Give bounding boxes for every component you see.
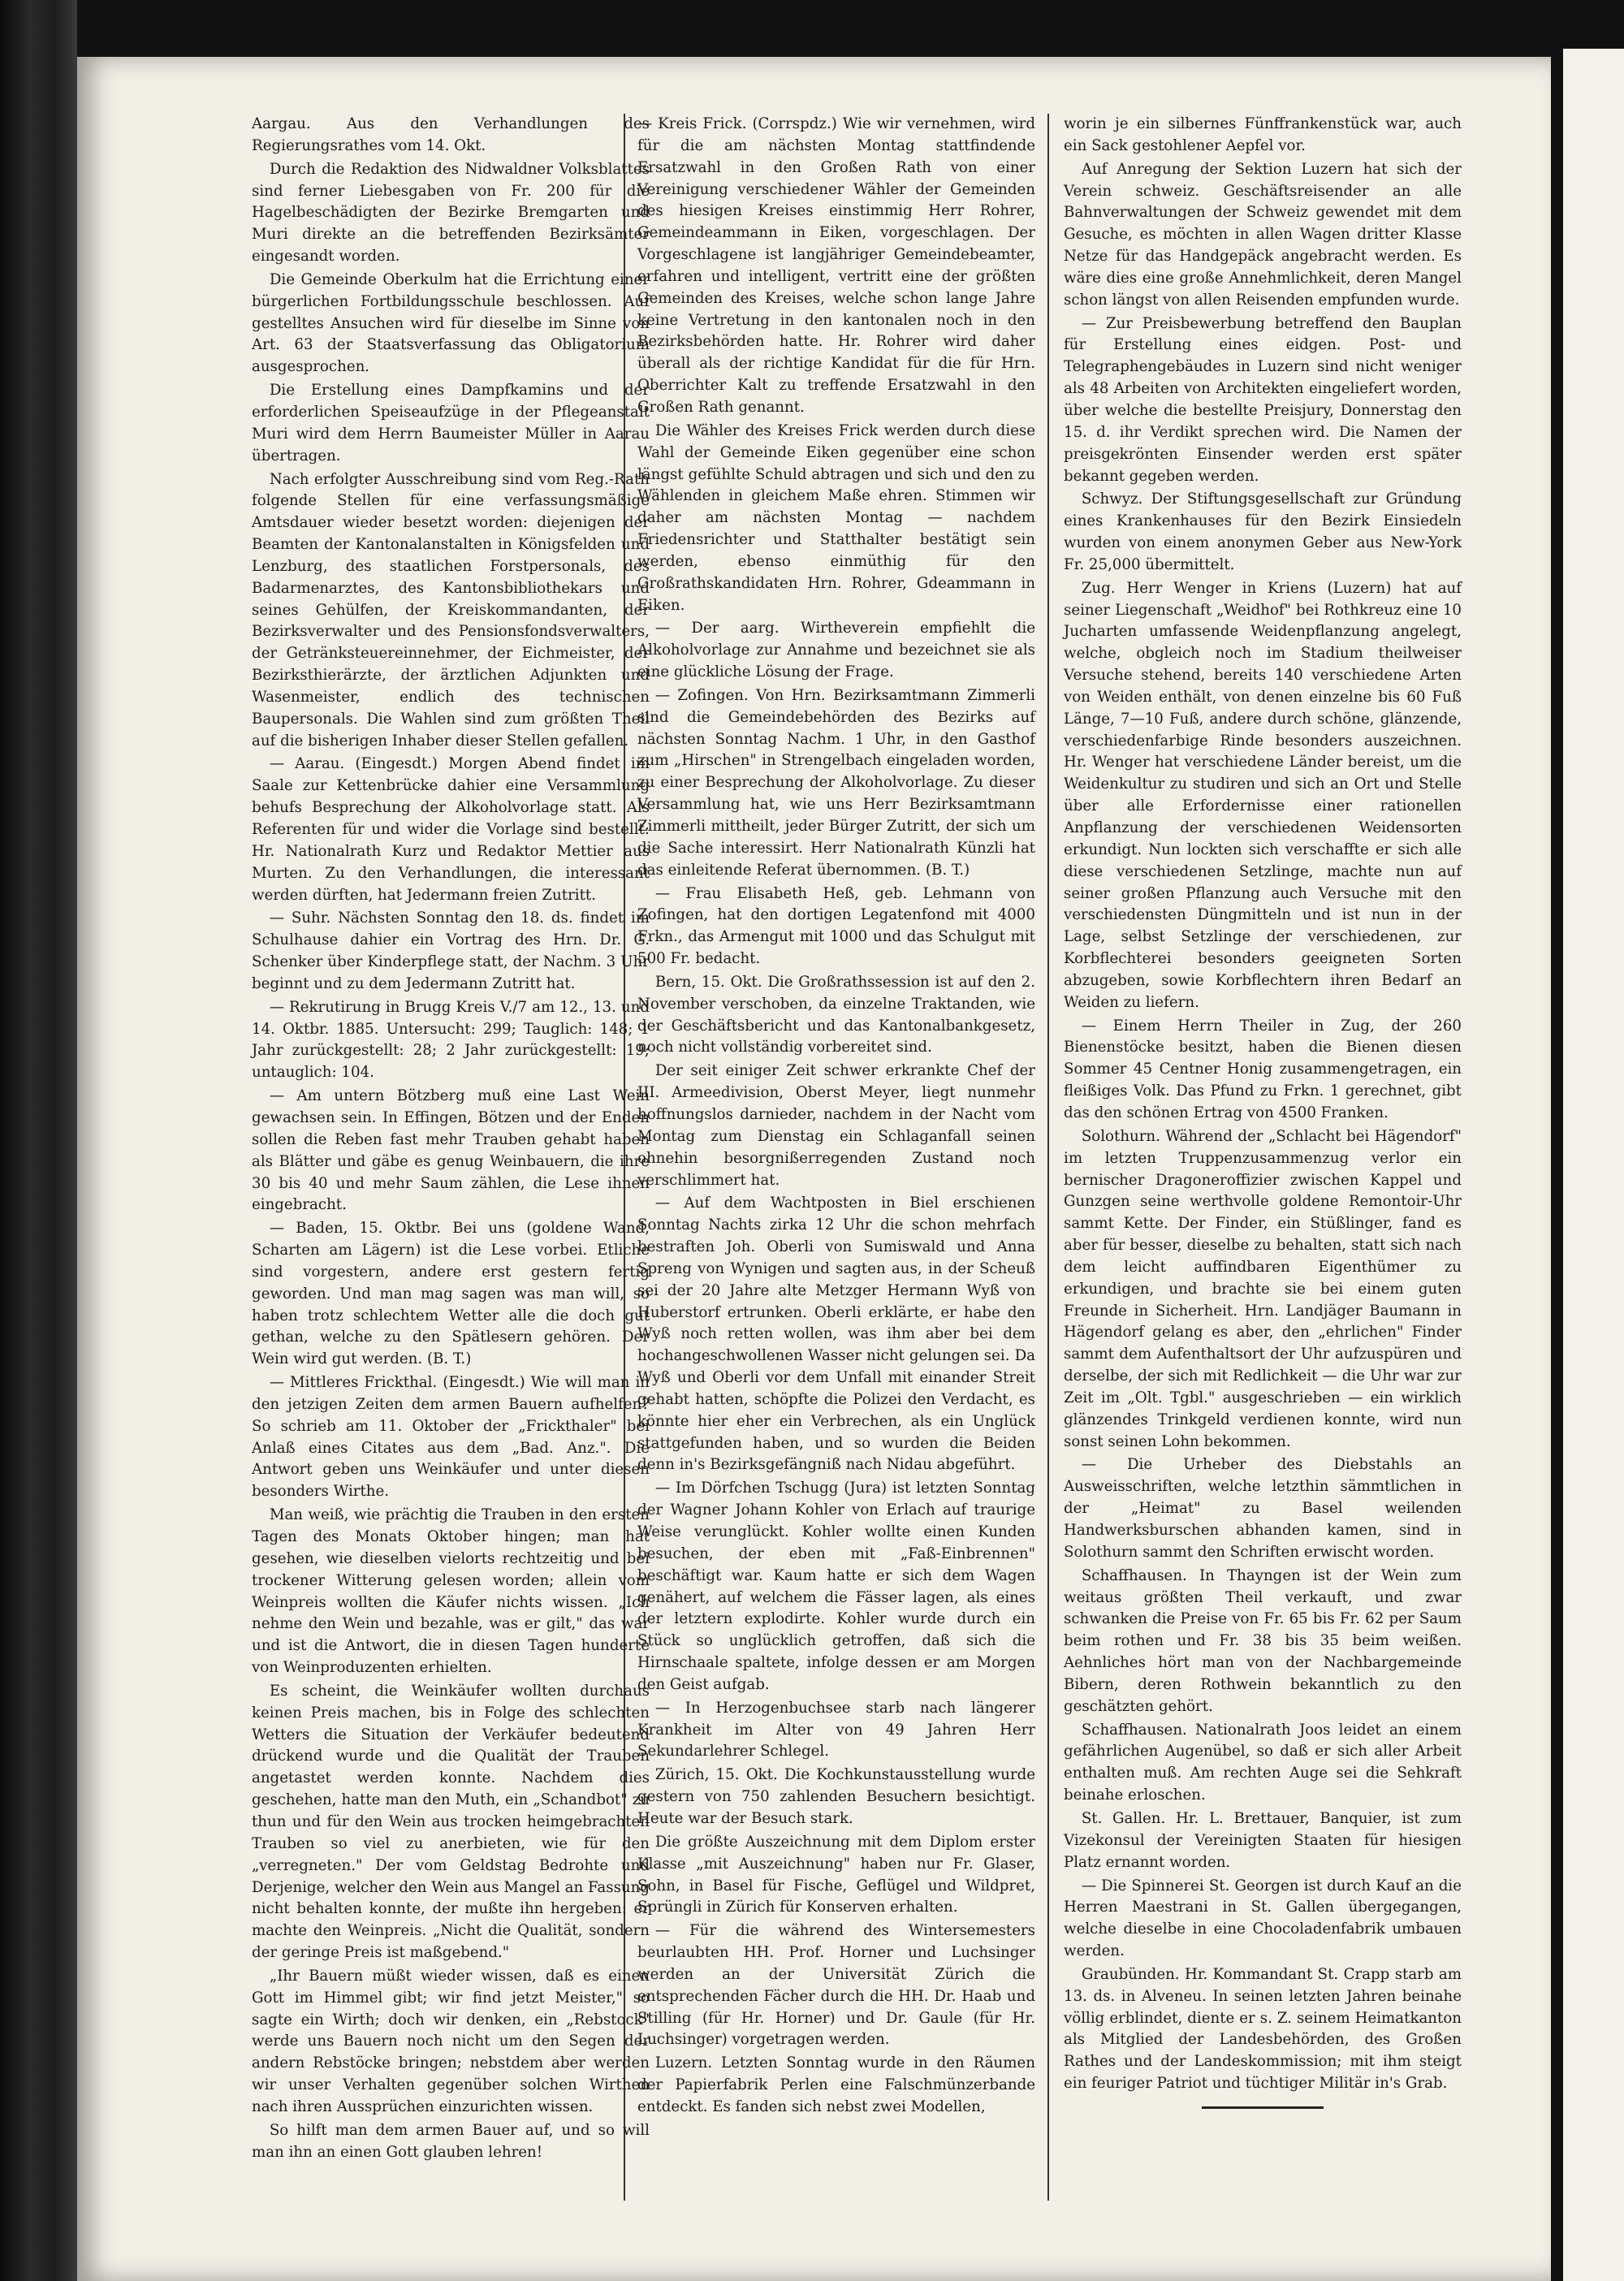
article-paragraph: — Mittleres Frickthal. (Eingesdt.) Wie will man in den jetzigen Zeiten dem armen Bauern aufhelfen? So schrieb am 11. Oktober der „Frickthaler" bei Anlaß eines Citates aus dem „Bad. Anz.". Die Antwort geben uns Weinkäufer und unter diesen besonders Wirthe. bbox=[252, 1374, 650, 1501]
article-paragraph: — Der aarg. Wirtheverein empfiehlt die Alkoholvorlage zur Annahme und bezeichnet sie als eine glückliche Lösung der Frage. bbox=[637, 620, 1035, 681]
article-paragraph: — Am untern Bötzberg muß eine Last Wein gewachsen sein. In Effingen, Bötzen und der Enden sollen die Reben fast mehr Trauben gehabt haben als Blätter und gäbe es genug Weinbauern, die ihre 30 bis 40 und mehr Saum zählen, die Lese ihnen eingebracht. bbox=[252, 1087, 650, 1214]
article-paragraph: — Suhr. Nächsten Sonntag den 18. ds. findet im Schulhause dahier ein Vortrag des Hrn. Dr. G. Schenker über Kinderpflege statt, der Nachm. 3 Uhr beginnt und zu dem Jedermann Zutritt hat. bbox=[252, 909, 650, 992]
article-paragraph: — Rekrutirung in Brugg Kreis V./7 am 12., 13. und 14. Oktbr. 1885. Untersucht: 299; Tauglich: 148; 1 Jahr zurückgestellt: 28; 2 Jahr zurückgestellt: 19; untauglich: 104. bbox=[252, 998, 650, 1082]
article-paragraph: Auf Anregung der Sektion Luzern hat sich der Verein schweiz. Geschäftsreisender an alle Bahnverwaltungen der Schweiz gewendet mit dem Gesuche, es möchten in allen Wagen dritter Klasse Netze für das Handgepäck angebracht werden. Es wäre dies eine große Annehmlichkeit, deren Mangel schon längst von allen Reisenden empfunden wurde. bbox=[1064, 160, 1462, 309]
column-rule-right bbox=[1047, 114, 1049, 2201]
article-paragraph: Durch die Redaktion des Nidwaldner Volksblattes sind ferner Liebesgaben von Fr. 200 für die Hagelbeschädigten der Bezirke Bremgarten und Muri direkte an die betreffenden Bezirksämter eingesandt worden. bbox=[252, 160, 650, 266]
article-paragraph: Aargau. Aus den Verhandlungen des Regierungsrathes vom 14. Okt. bbox=[252, 115, 650, 154]
article-paragraph: — Baden, 15. Oktbr. Bei uns (goldene Wand, Scharten am Lägern) ist die Lese vorbei. Etliche sind vorgestern, andere erst gestern fertig geworden. Und man mag sagen was man will, so haben trotz schlechtem Wetter alle die doch gut gethan, welche zu den Spätlesern gehören. Der Wein wird gut werden. (B. T.) bbox=[252, 1220, 650, 1368]
article-paragraph: Luzern. Letzten Sonntag wurde in den Räumen der Papierfabrik Perlen eine Falschmünzerbande entdeckt. Es fanden sich nebst zwei Modellen, bbox=[637, 2054, 1035, 2115]
article-paragraph: — Zur Preisbewerbung betreffend den Bauplan für Erstellung eines eidgen. Post- und Telegraphengebäudes in Luzern sind nicht weniger als 48 Arbeiten von Architekten eingeliefert worden, über welche die bestellte Preisjury, Donnerstag den 15. d. ihr Verdikt sprechen wird. Die Namen der preisgekrönten Einsender werden erst später bekannt gegeben werden. bbox=[1064, 314, 1462, 485]
article-paragraph: So hilft man dem armen Bauer auf, und so will man ihn an einen Gott glauben lehren! bbox=[252, 2121, 650, 2161]
article-paragraph: Nach erfolgter Ausschreibung sind vom Reg.-Rath folgende Stellen für eine verfassungsmäßige Amtsdauer wieder besetzt worden: diejenigen der Beamten der Kantonalanstalten in Königsfelden und Lenzburg, des staatlichen Forstpersonals, des Badarmenarztes, des Kantonsbibliothekars und seines Gehülfen, der Kreiskommandanten, der Bezirksverwalter und des Pensionsfondsverwalters, der Getränksteuereinnehmer, der Eichmeister, der Bezirksthierärzte, der ärztlichen Adjunkten und Wasenmeister, endlich des technischen Baupersonals. Die Wahlen sind zum größten Theil auf die bisherigen Inhaber dieser Stellen gefallen. bbox=[252, 470, 650, 750]
article-paragraph: — Auf dem Wachtposten in Biel erschienen Sonntag Nachts zirka 12 Uhr die schon mehrfach bestraften Joh. Oberli von Sumiswald und Anna Spreng von Wynigen und sagten aus, in der Scheuß sei der 20 Jahre alte Metzger Hermann Wyß von Huberstorf ertrunken. Oberli erklärte, er habe den Wyß noch retten wollen, was ihm aber bei dem hochangeschwollenen Wasser nicht gelungen sei. Da Wyß und Oberli vor dem Unfall mit einander Streit gehabt hatten, schöpfte die Polizei den Verdacht, es könnte hier eher ein Verbrechen, als ein Unglück stattgefunden haben, und so wurden die Beiden denn in's Bezirksgefängniß nach Nidau abgeführt. bbox=[637, 1195, 1035, 1474]
article-paragraph: Die größte Auszeichnung mit dem Diplom erster Klasse „mit Auszeichnung" haben nur Fr. Glaser, Sohn, in Basel für Fische, Geflügel und Wildpret, Sprüngli in Zürich für Konserven erhalten. bbox=[637, 1833, 1035, 1916]
article-paragraph: Die Erstellung eines Dampfkamins und der erforderlichen Speiseaufzüge in der Pflegeanstalt Muri wird dem Herrn Baumeister Müller in Aarau übertragen. bbox=[252, 382, 650, 464]
adjacent-page-edge bbox=[1563, 49, 1624, 2281]
article-paragraph: Graubünden. Hr. Kommandant St. Crapp starb am 13. ds. in Alveneu. In seinen letzten Jahren beinahe völlig erblindet, diente er s. Z. seinem Heimatkanton als Mitglied der Landesbehörden, des Großen Rathes und der Landeskommission; mit ihm steigt ein feuriger Patriot und tüchtiger Militär in's Grab. bbox=[1064, 1965, 1462, 2093]
text-column-2 bbox=[637, 114, 1035, 2120]
article-paragraph: Bern, 15. Okt. Die Großrathssession ist auf den 2. November verschoben, da einzelne Traktanden, wie der Geschäftsbericht und das Kantonalbankgesetz, noch nicht vollständig vorbereitet sind. bbox=[637, 973, 1035, 1056]
article-paragraph: — Frau Elisabeth Heß, geb. Lehmann von Zofingen, hat den dortigen Legatenfond mit 4000 Frkn., das Armengut mit 1000 und das Schulgut mit 500 Fr. bedacht. bbox=[637, 884, 1035, 968]
article-paragraph: „Ihr Bauern müßt wieder wissen, daß es einen Gott im Himmel gibt; wir find jetzt Meister," so sagte ein Wirth; doch wir denken, ein „Rebstock" werde uns Bauern noch nicht um den Segen der andern Rebstöcke bringen; nebstdem aber werden wir unser Verhalten gegenüber solchen Wirthen nach ihren Aussprüchen einzurichten wissen. bbox=[252, 1967, 650, 2115]
article-paragraph: Der seit einiger Zeit schwer erkrankte Chef der III. Armeedivision, Oberst Meyer, liegt nunmehr hoffnungslos darnieder, nachdem in der Nacht vom Montag zum Dienstag ein Schlaganfall seinen ohnehin besorgnißerregenden Zustand noch verschlimmert hat. bbox=[637, 1062, 1035, 1189]
article-paragraph: — Für die während des Wintersemesters beurlaubten HH. Prof. Horner und Luchsinger werden an der Universität Zürich die entsprechenden Fächer durch die HH. Dr. Haab und Stilling (für Hr. Horner) und Dr. Gaule (für Hr. Luchsinger) vorgetragen werden. bbox=[637, 1922, 1035, 2049]
article-paragraph: — Die Urheber des Diebstahls an Ausweisschriften, welche letzthin sämmtlichen in der „Heimat" zu Basel weilenden Handwerksburschen abhanden kamen, sind in Solothurn sammt den Schriften erwischt worden. bbox=[1064, 1456, 1462, 1561]
article-paragraph: worin je ein silbernes Fünffrankenstück war, auch ein Sack gestohlener Aepfel vor. bbox=[1064, 115, 1462, 154]
book-binding bbox=[0, 0, 77, 2281]
article-paragraph: Die Gemeinde Oberkulm hat die Errichtung einer bürgerlichen Fortbildungsschule beschlossen. Auf gestelltes Ansuchen wird für dieselbe im Sinne von Art. 63 der Staatsverfassung das Obligatorium ausgesprochen. bbox=[252, 270, 650, 376]
article-paragraph: — Die Spinnerei St. Georgen ist durch Kauf an die Herren Maestrani in St. Gallen übergegangen, welche dieselbe in eine Chocoladenfabrik umbauen werden. bbox=[1064, 1877, 1462, 1960]
article-paragraph: Es scheint, die Weinkäufer wollten durchaus keinen Preis machen, bis in Folge des schlechten Wetters die Situation der Verkäufer bedeutend drückend wurde und die Qualität der Trauben angetastet werden konnte. Nachdem dies geschehen, hatte man den Muth, ein „Schandbot" zu thun und für den Wein aus trocken heimgebrachten Trauben so viel zu anerbieten, wie für den „verregneten." Der vom Geldstag Bedrohte und Derjenige, welcher den Wein aus Mangel an Fassung nicht behalten konnte, der mußte ihn hergeben: er machte den Weinpreis. „Nicht die Qualität, sondern der geringe Preis ist maßgebend." bbox=[252, 1682, 650, 1962]
article-paragraph: St. Gallen. Hr. L. Brettauer, Banquier, ist zum Vizekonsul der Vereinigten Staaten für hiesigen Platz ernannt worden. bbox=[1064, 1809, 1462, 1871]
text-column-1 bbox=[252, 114, 650, 2165]
article-paragraph: Zug. Herr Wenger in Kriens (Luzern) hat auf seiner Liegenschaft „Weidhof" bei Rothkreuz eine 10 Jucharten umfassende Weidenpflanzung angelegt, welche, obgleich noch im Stadium theilweiser Versuche stehend, bereits 140 verschiedene Arten von Weiden enthält, von denen einzelne bis 60 Fuß Länge, 7—10 Fuß, andere durch schöne, glänzende, verschiedenfarbige Rinde besonders auszeichnen. Hr. Wenger hat verschiedene Länder bereist, um die Weidenkultur zu studiren und sich an Ort und Stelle über alle Erfordernisse einer rationellen Anpflanzung der verschiedenen Weidensorten erkundigt. Nun lockten sich verschaffte er sich alle diese verschiedenen Setzlinge, machte nun auf seiner großen Pflanzung auch Versuche mit den verschiedensten Düngmitteln und ist nun in der Lage, selbst Setzlinge der verschiedenen, zur Korbflechterei besonders geeigneten Sorten abzugeben, sowie Korbflechtern ihren Bedarf an Weiden zu liefern. bbox=[1064, 579, 1462, 1011]
article-paragraph: Schwyz. Der Stiftungsgesellschaft zur Gründung eines Krankenhauses für den Bezirk Einsiedeln wurden von einem anonymen Geber aus New-York Fr. 25,000 übermittelt. bbox=[1064, 490, 1462, 573]
article-paragraph: — Kreis Frick. (Corrspdz.) Wie wir vernehmen, wird für die am nächsten Montag stattfindende Ersatzwahl in den Großen Rath von einer Vereinigung verschiedener Wähler der Gemeinden des hiesigen Kreises einstimmig Herr Rohrer, Gemeindeammann in Eiken, vorgeschlagen. Der Vorgeschlagene ist langjähriger Gemeindebeamter, erfahren und intelligent, vertritt eine der größten Gemeinden des Kreises, welche schon lange Jahre keine Vertretung in den kantonalen noch in den Bezirksbehörden hatte. Hr. Rohrer wird daher überall als der richtige Kandidat für die für Hrn. Oberrichter Kalt zu treffende Ersatzwahl in den Großen Rath genannt. bbox=[637, 115, 1035, 416]
article-paragraph: — In Herzogenbuchsee starb nach längerer Krankheit im Alter von 49 Jahren Herr Sekundarlehrer Schlegel. bbox=[637, 1699, 1035, 1760]
article-paragraph: Schaffhausen. In Thayngen ist der Wein zum weitaus größten Theil verkauft, und zwar schwanken die Preise von Fr. 65 bis Fr. 62 per Saum beim rothen und Fr. 38 bis 35 beim weißen. Aehnliches hört man von der Nachbargemeinde Bibern, deren Rothwein bekanntlich zu den geschätzten gehört. bbox=[1064, 1566, 1462, 1715]
article-paragraph: Solothurn. Während der „Schlacht bei Hägendorf" im letzten Truppenzusammenzug verlor ein bernischer Dragoneroffizier zwischen Kappel und Gunzgen seine werthvolle goldene Remontoir-Uhr sammt Kette. Der Finder, ein Stüßlinger, fand es aber für besser, dieselbe zu behalten, statt sich nach dem leicht auffindbaren Eigenthümer zu erkundigen, und brachte sie bei einem guten Freunde in Sicherheit. Hrn. Landjäger Baumann in Hägendorf gelang es aber, den „ehrlichen" Finder sammt dem Aufenthaltsort der Uhr aufzuspüren und derselbe, der sich mit Redlichkeit — die Uhr war zur Zeit im „Olt. Tgbl." ausgeschrieben — ein wirklich glänzendes Trinkgeld verdienen konnte, wird nun sonst seinen Lohn bekommen. bbox=[1064, 1127, 1462, 1450]
article-paragraph: Die Wähler des Kreises Frick werden durch diese Wahl der Gemeinde Eiken gegenüber eine schon längst gefühlte Schuld abtragen und sich und den zu Wählenden in gleichem Maße ehren. Stimmen wir daher am nächsten Montag — nachdem Friedensrichter und Statthalter bestätigt sein werden, ebenso einmüthig für den Großrathskandidaten Hrn. Rohrer, Gdeammann in Eiken. bbox=[637, 421, 1035, 614]
article-paragraph: — Aarau. (Eingesdt.) Morgen Abend findet im Saale zur Kettenbrücke dahier eine Versammlung behufs Besprechung der Alkoholvorlage statt. Als Referenten für und wider die Vorlage sind bestellt: Hr. Nationalrath Kurz und Redaktor Mettier aus Murten. Zu den Verhandlungen, die interessant werden dürften, hat Jedermann freien Zutritt. bbox=[252, 755, 650, 904]
article-paragraph: — Einem Herrn Theiler in Zug, der 260 Bienenstöcke besitzt, haben die Bienen diesen Sommer 45 Centner Honig zusammengetragen, ein fleißiges Volk. Das Pfund zu Frkn. 1 gerechnet, gibt das den schönen Ertrag von 4500 Franken. bbox=[1064, 1017, 1462, 1121]
text-column-3 bbox=[1064, 114, 1462, 2109]
article-paragraph: Zürich, 15. Okt. Die Kochkunstausstellung wurde gestern von 750 zahlenden Besuchern besichtigt. Heute war der Besuch stark. bbox=[637, 1766, 1035, 1827]
end-of-column-rule bbox=[1202, 2106, 1324, 2109]
article-paragraph: — Zofingen. Von Hrn. Bezirksamtmann Zimmerli sind die Gemeindebehörden des Bezirks auf nächsten Sonntag Nachm. 1 Uhr, in den Gasthof zum „Hirschen" in Strengelbach eingeladen worden, zu einer Besprechung der Alkoholvorlage. Zu dieser Versammlung hat, wie uns Herr Bezirksamtmann Zimmerli mittheilt, jeder Bürger Zutritt, der sich um die Sache interessirt. Herr Nationalrath Künzli hat das einleitende Referat übernommen. (B. T.) bbox=[637, 686, 1035, 879]
article-paragraph: Schaffhausen. Nationalrath Joos leidet an einem gefährlichen Augenübel, so daß er sich aller Arbeit enthalten muß. Am rechten Auge sei die Sehkraft beinahe erloschen. bbox=[1064, 1721, 1462, 1804]
article-paragraph: — Im Dörfchen Tschugg (Jura) ist letzten Sonntag der Wagner Johann Kohler von Erlach auf traurige Weise verunglückt. Kohler wollte einen Kunden besuchen, der eben mit „Faß-Einbrennen" beschäftigt war. Kaum hatte er sich dem Wagen genähert, auf welchem die Fässer lagen, als eines der letztern explodirte. Kohler wurde durch ein Stück so unglücklich getroffen, daß sich die Hirnschaale spaltete, infolge dessen er am Morgen den Geist aufgab. bbox=[637, 1480, 1035, 1693]
article-paragraph: Man weiß, wie prächtig die Trauben in den ersten Tagen des Monats Oktober hingen; man hat gesehen, wie dieselben vielorts rechtzeitig und bei trockener Witterung gelesen worden; allein vom Weinpreis wollten die Käufer nichts wissen. „Ich nehme den Wein und bezahle, was er gilt," das war und ist die Antwort, die in diesen Tagen hunderte von Weinproduzenten erhielten. bbox=[252, 1506, 650, 1677]
